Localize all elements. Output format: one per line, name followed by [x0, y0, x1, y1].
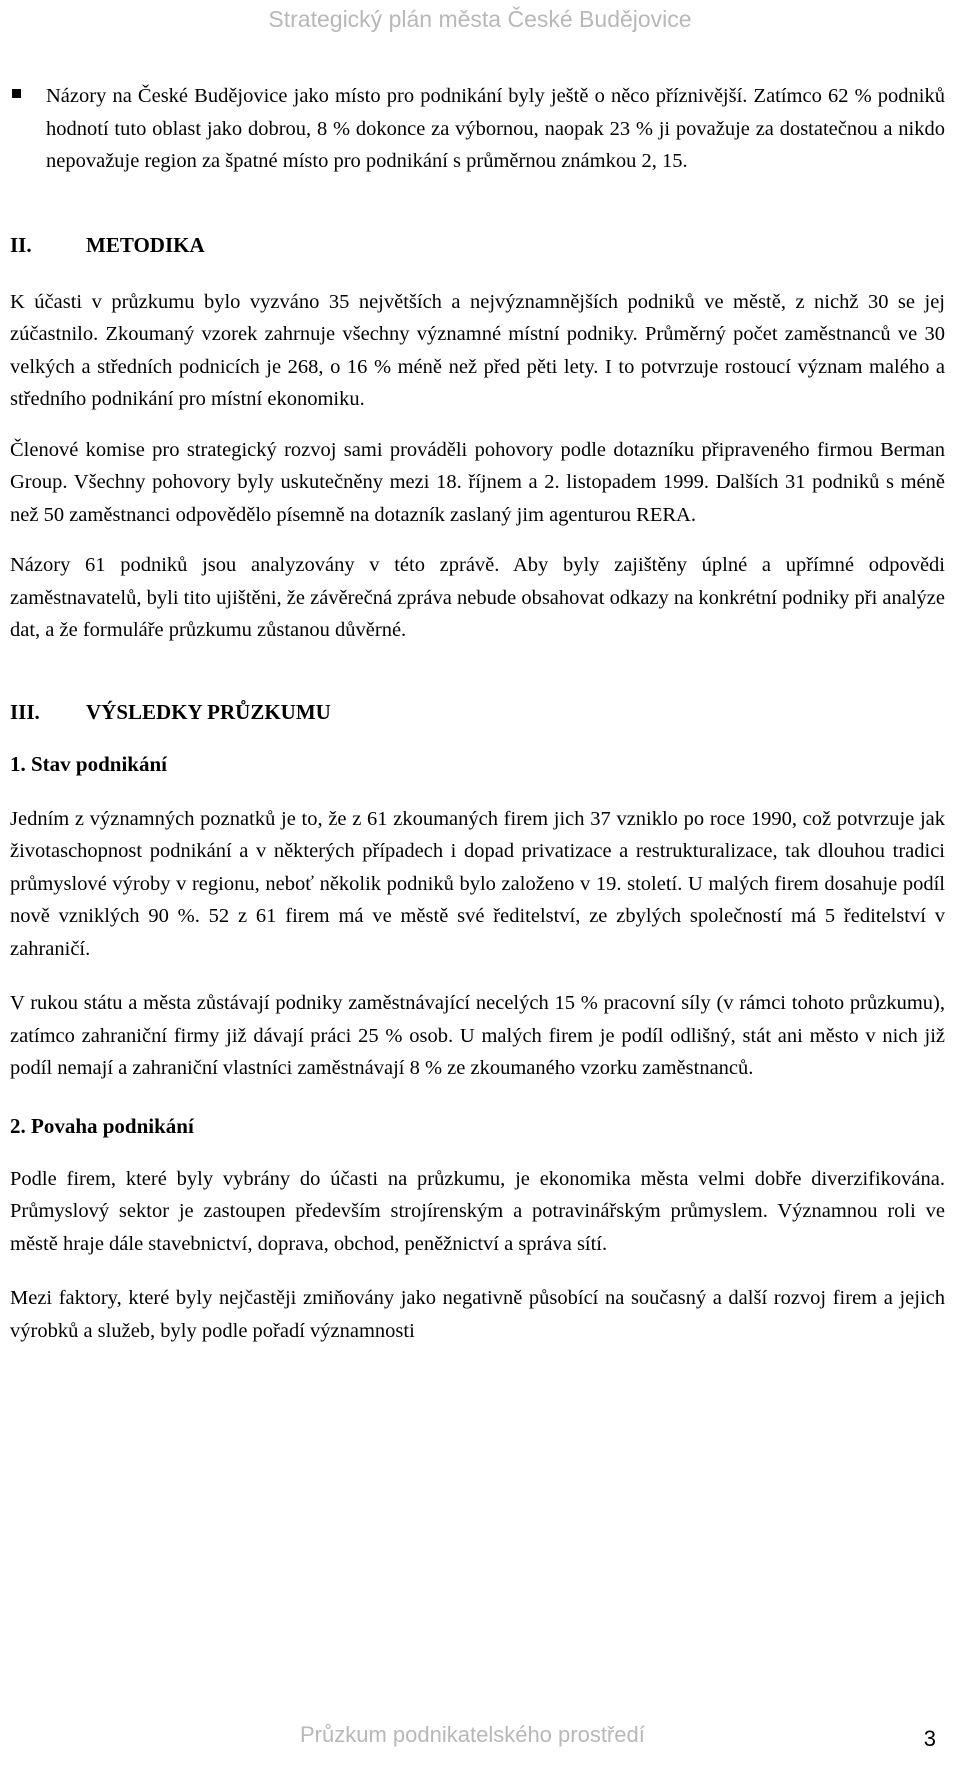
paragraph: Mezi faktory, které byly nejčastěji zmiňovány jako negativně působící na současný a další rozvoj firem a jejich výrobků a služeb, byly podle pořadí významnosti — [10, 1287, 945, 1342]
page-footer — [0, 1722, 960, 1752]
paragraph: Členové komise pro strategický rozvoj sami prováděli pohovory podle dotazníku připraveného firmou Berman Group. Všechny pohovory byly uskutečněny mezi 18. říjnem a 2. listopadem 1999. Dalších 31 podniků s méně než 50 zaměstnanci odpovědělo písemně na dotazník zaslaný jim agenturou RERA. — [10, 438, 945, 526]
page-number: 3 — [923, 1726, 936, 1751]
paragraph: V rukou státu a města zůstávají podniky zaměstnávající necelých 15 % pracovní síly (v rámci tohoto průzkumu), zatímco zahraniční firmy již dávají práci 25 % osob. U malých firem je podíl odlišný, stát ani město v nich již podíl nemají a zahraniční vlastníci zaměstnávají 8 % ze zkoumaného vzorku zaměstnanců. — [10, 992, 945, 1079]
paragraph: K účasti v průzkumu bylo vyzváno 35 největších a nejvýznamnějších podniků ve městě, z nichž 30 se jej zúčastnilo. Zkoumaný vzorek zahrnuje všechny významné místní podniky. Průměrný počet zaměstnanců ve 30 velkých a středních podnicích je 268, o 16 % méně než před pěti lety. I to potvrzuje rostoucí význam malého a středního podnikání pro místní ekonomiku. — [10, 290, 945, 410]
footer-title: Průzkum podnikatelského prostředí — [300, 1722, 645, 1747]
section-title: VÝSLEDKY PRŮZKUMU — [86, 699, 331, 724]
paragraph: Jedním z významných poznatků je to, že z 61 zkoumaných firem jich 37 vzniklo po roce 1990, což potvrzuje jak životaschopnost podnikání a v některých případech i dopad privatizace a restrukturalizace, tak dlouhou tradici průmyslové výroby v regionu, neboť několik podniků bylo založeno v 19. století. U malých firem dosahuje podíl nově vzniklých 90 %. 52 z 61 firem má ve městě své ředitelství, ze zbylých společností má 5 ředitelství v zahraničí. — [10, 807, 945, 960]
bullet-paragraph — [10, 80, 945, 178]
section-heading-metodika — [10, 230, 945, 260]
running-header: Strategický plán města České Budějovice — [268, 6, 692, 32]
section-number: II. — [10, 232, 32, 257]
section-title: METODIKA — [86, 232, 205, 257]
square-bullet-icon — [12, 89, 21, 98]
section-heading-vysledky — [10, 697, 945, 727]
bullet-text: Názory na České Budějovice jako místo pro podnikání byly ještě o něco příznivější. Zatímco 62 % podniků hodnotí tuto oblast jako dobrou, 8 % dokonce za výbornou, naopak 23 % ji považuje za dostatečnou a nikdo nepovažuje region za špatné místo pro podnikání s průměrnou známkou 2, 15. — [46, 85, 945, 172]
subsection-heading: 1. Stav podnikání — [10, 751, 167, 776]
document-body — [10, 80, 945, 1347]
paragraph: Podle firem, které byly vybrány do účasti na průzkumu, je ekonomika města velmi dobře diverzifikována. Průmyslový sektor je zastoupen především strojírenským a potravinářským průmyslem. Významnou roli ve městě hraje dále stavebnictví, doprava, obchod, peněžnictví a správa sítí. — [10, 1167, 945, 1255]
subsection-heading: 2. Povaha podnikání — [10, 1113, 194, 1138]
section-number: III. — [10, 699, 40, 724]
paragraph: Názory 61 podniků jsou analyzovány v této zprávě. Aby byly zajištěny úplné a upřímné odpovědi zaměstnavatelů, byli tito ujištěni, že závěrečná zpráva nebude obsahovat odkazy na konkrétní podniky při analýze dat, a že formuláře průzkumu zůstanou důvěrné. — [10, 554, 945, 641]
